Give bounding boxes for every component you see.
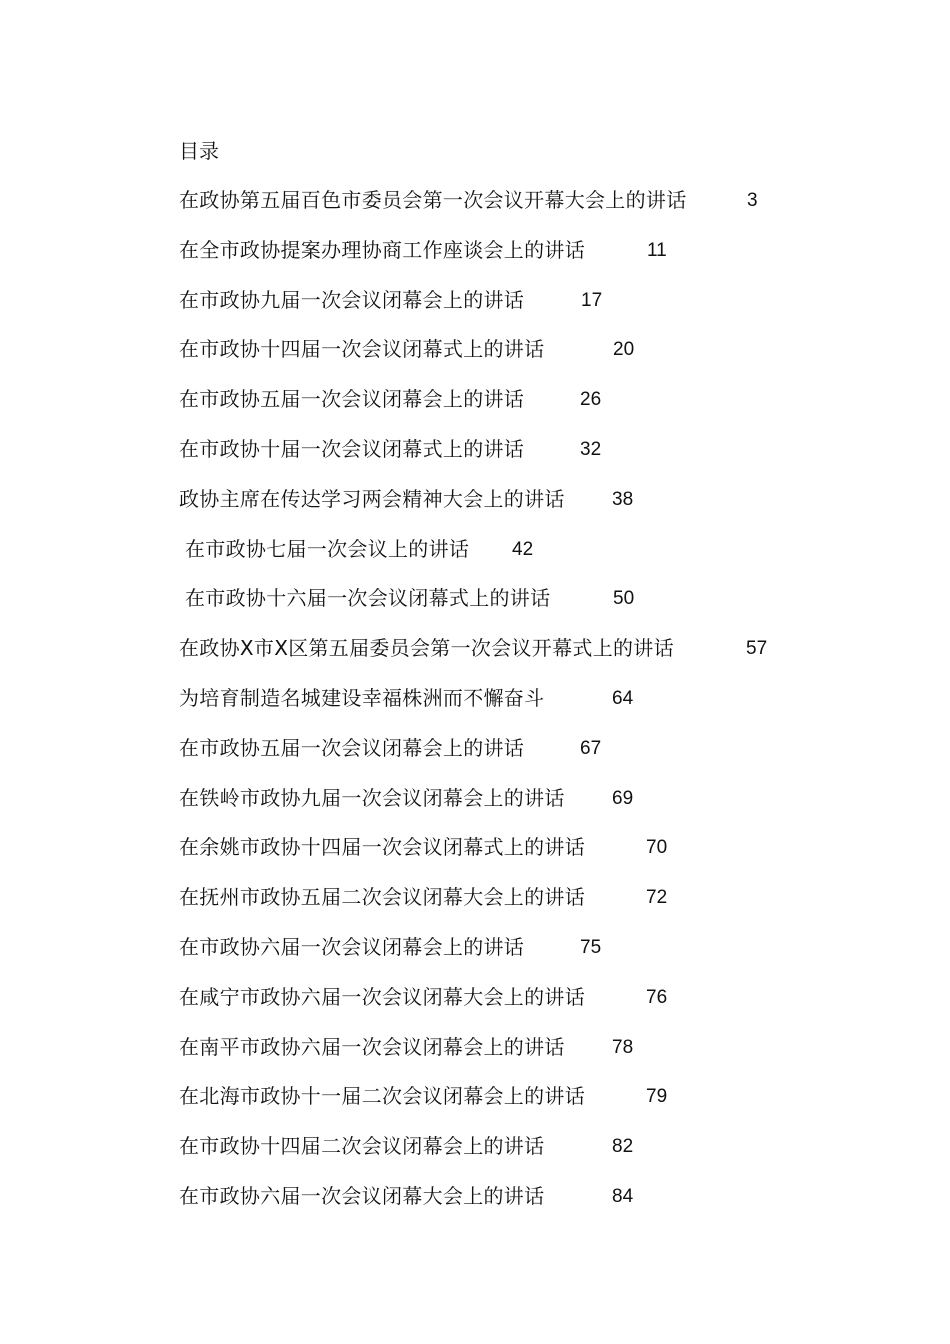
toc-entry-page-number: 32 [580,438,602,460]
toc-entry-page-number: 64 [612,687,634,709]
toc-entry-page-number: 67 [580,737,602,759]
toc-entry-title: 在北海市政协十一届二次会议闭幕会上的讲话 [179,1084,585,1109]
toc-entry-title: 在市政协五届一次会议闭幕会上的讲话 [179,387,525,412]
toc-entry-page-number: 84 [612,1185,634,1207]
toc-entry-title: 在政协X市X区第五届委员会第一次会议开幕式上的讲话 [179,636,674,661]
toc-entry-page-number: 42 [512,538,534,560]
toc-entry-title: 在市政协七届一次会议上的讲话 [185,536,470,561]
toc-entry-title: 在南平市政协六届一次会议闭幕会上的讲话 [179,1034,565,1059]
toc-entry-page-number: 50 [613,588,635,610]
toc-entry-page-number: 82 [612,1136,634,1158]
toc-title: 目录 [179,139,219,163]
toc-entry-title: 在市政协十四届一次会议闭幕式上的讲话 [179,337,545,362]
toc-entry-page-number: 75 [580,936,602,958]
toc-entry-page-number: 38 [612,488,634,510]
toc-entry-title: 在市政协九届一次会议闭幕会上的讲话 [179,287,525,312]
toc-entry-title: 政协主席在传达学习两会精神大会上的讲话 [179,486,565,511]
toc-entry-page-number: 76 [646,986,668,1008]
toc-entry-title: 为培育制造名城建设幸福株洲而不懈奋斗 [179,685,545,710]
toc-entry-page-number: 17 [581,289,603,311]
toc-entry-title: 在政协第五届百色市委员会第一次会议开幕大会上的讲话 [179,188,687,212]
toc-entry-title: 在市政协十届一次会议闭幕式上的讲话 [179,436,525,461]
toc-entry-page-number: 11 [647,239,667,261]
toc-entry-title: 在市政协十六届一次会议闭幕式上的讲话 [185,586,551,611]
toc-entry-title: 在全市政协提案办理协商工作座谈会上的讲话 [179,237,585,262]
toc-entry-page-number: 69 [612,787,634,809]
toc-entry-page-number: 72 [646,887,668,909]
toc-entry-title: 在市政协六届一次会议闭幕会上的讲话 [179,934,525,959]
toc-entry-title: 在市政协五届一次会议闭幕会上的讲话 [179,735,525,760]
toc-entry-page-number: 3 [747,190,758,211]
toc-entry-page-number: 57 [746,638,768,660]
toc-entry-page-number: 26 [580,389,602,411]
toc-entry-title: 在市政协六届一次会议闭幕大会上的讲话 [179,1183,545,1208]
toc-entry-title: 在抚州市政协五届二次会议闭幕大会上的讲话 [179,885,585,910]
toc-entry-page-number: 78 [612,1036,634,1058]
toc-entry-title: 在市政协十四届二次会议闭幕会上的讲话 [179,1134,545,1159]
toc-entry-title: 在铁岭市政协九届一次会议闭幕会上的讲话 [179,785,565,810]
toc-entry-page-number: 79 [646,1086,668,1108]
toc-entry-title: 在余姚市政协十四届一次会议闭幕式上的讲话 [179,835,585,860]
toc-entry-title: 在咸宁市政协六届一次会议闭幕大会上的讲话 [179,984,585,1009]
toc-entry-page-number: 20 [613,339,635,361]
toc-entry-page-number: 70 [646,837,668,859]
